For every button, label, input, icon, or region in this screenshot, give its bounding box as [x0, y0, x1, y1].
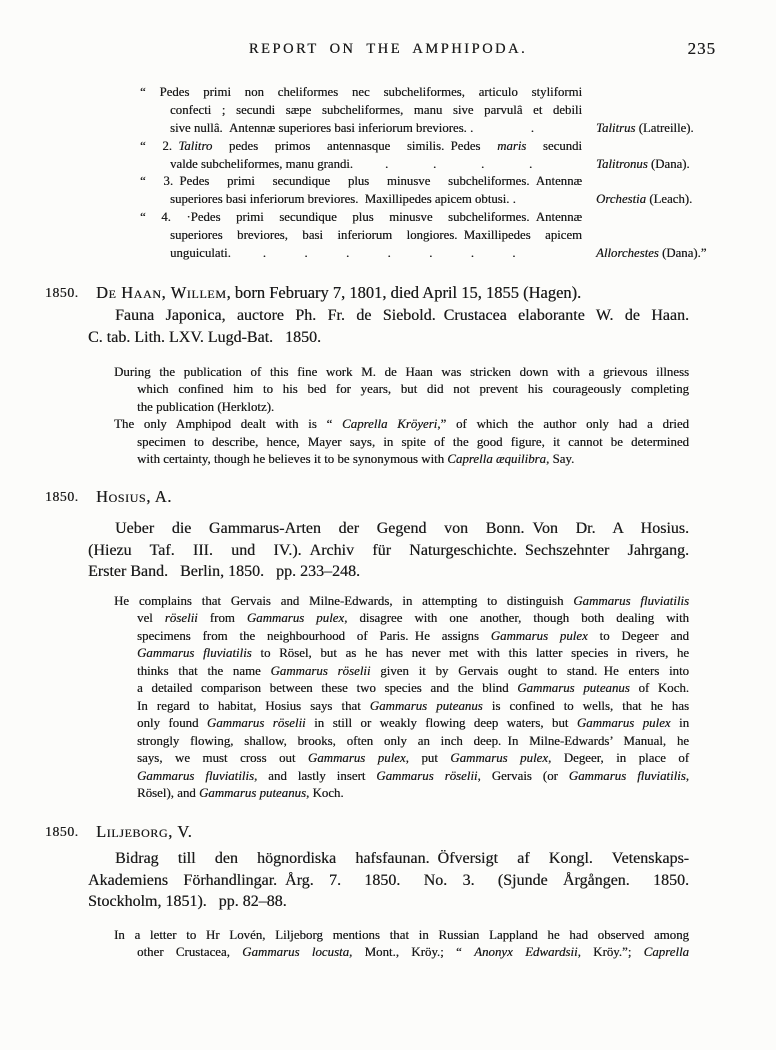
page-number: 235: [687, 39, 716, 58]
italic-text: Gammarus pulex: [307, 751, 406, 766]
note-line: [114, 927, 689, 944]
smallcaps-text: Hosius, A.: [96, 487, 172, 506]
text-run: , Gervais (or: [477, 768, 569, 783]
key-line-text: [170, 191, 582, 209]
text-run: of Koch.: [629, 681, 689, 696]
text-run: , and lastly insert: [253, 768, 377, 783]
note-line: [114, 610, 689, 627]
text-run: given it by Gervais ought to stand. He enters into: [370, 663, 689, 678]
key-line: [140, 102, 752, 120]
italic-text: maris: [497, 138, 527, 153]
italic-text: Gammarus fluviatilis: [568, 768, 686, 783]
entry-heading-hosius: [0, 487, 776, 509]
text-run: , Degeer, in place of: [547, 751, 690, 766]
text-run: says, we must cross out: [137, 751, 308, 766]
note-line: [114, 416, 689, 433]
text-run: only found: [137, 716, 207, 731]
key-line: [140, 120, 752, 138]
note-line: [114, 381, 689, 398]
note-line: [114, 399, 689, 416]
citation-dehaan: [88, 305, 689, 348]
text-run: with certainty, though he believes it to be synonymous with: [137, 452, 448, 467]
key-line: [140, 138, 752, 156]
italic-text: Talitro: [178, 138, 213, 153]
text-run: superiores basi inferiorum breviores. Maxillipedes apicem obtusi. .: [170, 192, 516, 207]
note-line: [114, 768, 689, 785]
italic-text: Talitrus: [596, 120, 636, 135]
entry-heading-dehaan: [0, 283, 776, 305]
text-run: , born February 7, 1801, died April 15, 1855 (Hagen).: [226, 283, 582, 302]
note-line: [114, 698, 689, 715]
annotation-liljeborg: [114, 927, 689, 962]
key-line: [140, 191, 752, 209]
italic-text: Gammarus puteanus: [369, 698, 483, 713]
dichotomous-key-block: [140, 84, 752, 263]
italic-text: Gammarus pulex: [246, 611, 345, 626]
note-line: [114, 593, 689, 610]
note-line: [114, 680, 689, 697]
key-line-text: [170, 102, 582, 120]
note-line: [114, 944, 689, 961]
text-run: a detailed comparison between these two species and the blind: [137, 681, 518, 696]
citation-line: [88, 870, 689, 892]
text-run: secundi: [526, 138, 582, 153]
entry-year: 1850.: [45, 489, 79, 504]
italic-text: Gammarus locusta: [242, 945, 350, 960]
entry-author: [96, 822, 192, 842]
text-run: Akademiens Förhandlingar. Årg. 7. 1850. No. 3. (Sjunde Årgången. 1850.: [88, 871, 689, 889]
text-run: (Hiezu Taf. III. und IV.). Archiv für Naturgeschichte. Sechszehnter Jahrgang.: [88, 541, 689, 559]
running-head: [0, 41, 776, 61]
citation-line: [88, 561, 689, 583]
key-line: [140, 245, 752, 263]
text-run: to Rösel, but as he has never met with this latter species in rivers, he: [251, 646, 690, 661]
text-run: During the publication of this fine work M. de Haan was stricken down with a grievous illness: [114, 365, 689, 379]
italic-text: Gammarus puteanus: [198, 785, 307, 800]
text-run: , disagree with one another, though both dealing with: [344, 611, 689, 626]
italic-text: Gammarus röselii: [270, 663, 371, 678]
italic-text: Gammarus fluviatilis: [573, 594, 689, 608]
italic-text: Caprella: [643, 945, 689, 960]
note-line: [114, 785, 689, 802]
key-line-text: [170, 245, 582, 263]
italic-text: Gammarus pulex: [576, 716, 671, 731]
text-run: “ Pedes primi non cheliformes nec subcheliformes, articulo styliformi: [140, 85, 582, 99]
key-line: [140, 84, 752, 102]
note-line: [114, 451, 689, 468]
text-run: , Mont., Kröy.; “: [349, 945, 475, 960]
text-run: (Leach).: [646, 192, 693, 207]
italic-text: Gammarus fluviatilis: [137, 768, 254, 783]
note-line: [114, 645, 689, 662]
species-label: [596, 191, 692, 209]
species-label: [596, 120, 694, 138]
key-line: [140, 173, 752, 191]
text-run: confecti ; secundi sæpe subcheliformes, manu sive parvulâ et debili: [170, 102, 582, 117]
italic-text: Gammarus pulex: [450, 751, 548, 766]
note-line: [114, 663, 689, 680]
text-run: which confined him to his bed for years, but did not prevent his courageously completing: [137, 382, 689, 397]
text-run: unguiculati. . . . . . . .: [170, 246, 516, 261]
italic-text: Gammarus röselii: [376, 768, 478, 783]
note-line: [114, 715, 689, 732]
italic-text: Talitronus: [596, 156, 648, 171]
text-run: In regard to habitat, Hosius says that: [137, 698, 370, 713]
citation-line: [88, 518, 689, 540]
text-run: He complains that Gervais and Milne-Edwards, in attempting to distinguish: [114, 594, 574, 608]
entry-year: 1850.: [45, 824, 79, 839]
smallcaps-text: Liljeborg, V.: [96, 822, 193, 841]
italic-text: Allorchestes: [596, 246, 659, 261]
text-run: strongly flowing, shallow, brooks, often only an inch deep. In Milne-Edwards’ Manual, he: [137, 733, 689, 748]
annotation-dehaan: [114, 364, 689, 469]
text-run: thinks that the name: [137, 663, 271, 678]
text-run: (Dana).: [647, 156, 690, 171]
entry-author: [96, 283, 581, 303]
key-line-text: [170, 227, 582, 245]
key-line-text: [170, 120, 582, 138]
italic-text: Orchestia: [596, 192, 646, 207]
citation-line: [88, 540, 689, 562]
species-label: [596, 245, 706, 263]
italic-text: Caprella Kröyeri: [342, 417, 438, 432]
note-line: [114, 628, 689, 645]
text-run: superiores breviores, basi inferiorum longiores. Maxillipedes apicem: [170, 228, 582, 243]
text-run: Rösel), and: [137, 785, 199, 800]
text-run: “ 3. Pedes primi secundique plus minusve subcheliformes. Antennæ: [140, 174, 582, 189]
entry-heading-liljeborg: [0, 822, 776, 844]
citation-hosius: [88, 518, 689, 583]
key-line: [140, 227, 752, 245]
text-run: in: [670, 716, 690, 731]
key-line: [140, 209, 752, 227]
text-run: “ 4. ·Pedes primi secundique plus minusve subcheliformes. Antennæ: [140, 210, 582, 225]
text-run: specimen to describe, hence, Mayer says, in spite of the good figure, it cannot be determined: [137, 434, 689, 449]
text-run: in still or weakly flowing deep waters, but: [305, 716, 577, 731]
text-run: ,” of which the author only had a dried: [437, 417, 689, 432]
text-run: , Say.: [546, 452, 575, 467]
text-run: from: [197, 611, 247, 626]
italic-text: Gammarus puteanus: [517, 681, 630, 696]
note-line: [114, 733, 689, 750]
annotation-hosius: [114, 593, 689, 802]
citation-liljeborg: [88, 848, 689, 913]
key-line: [140, 156, 752, 174]
text-run: vel: [137, 611, 165, 626]
key-line-text: [140, 173, 582, 191]
key-line-text: [140, 209, 582, 227]
text-run: pedes primos antennasque similis. Pedes: [212, 138, 498, 153]
entry-author: [96, 487, 172, 507]
italic-text: Anonyx Edwardsii: [474, 945, 578, 960]
text-run: Fauna Japonica, auctore Ph. Fr. de Siebold. Crustacea elaborante W. de Haan.: [115, 307, 689, 324]
note-line: [114, 750, 689, 767]
text-run: , Koch.: [306, 785, 344, 800]
species-label: [596, 156, 690, 174]
text-run: the publication (Herklotz).: [137, 399, 275, 414]
text-run: other Crustacea,: [137, 945, 243, 960]
text-run: Bidrag till den högnordiska hafsfaunan. Öfversigt af Kongl. Vetenskaps-: [115, 850, 689, 867]
note-line: [114, 434, 689, 451]
italic-text: Gammarus pulex: [490, 628, 588, 643]
page-header-title: REPORT ON THE AMPHIPODA.: [248, 41, 528, 57]
text-run: to Degeer and: [587, 628, 689, 643]
text-run: In a letter to Hr Lovén, Liljeborg mentions that in Russian Lappland he had observed among: [114, 928, 689, 942]
text-run: valde subcheliformes, manu grandi. . . . .: [170, 156, 533, 171]
text-run: “ 2.: [140, 138, 179, 153]
citation-line: [88, 327, 689, 349]
italic-text: Caprella æquilibra: [447, 452, 546, 467]
italic-text: Gammarus röselii: [206, 716, 306, 731]
citation-line: [88, 891, 689, 913]
text-run: C. tab. Lith. LXV. Lugd-Bat. 1850.: [88, 328, 322, 346]
citation-line: [88, 305, 689, 327]
text-run: (Dana).”: [658, 246, 707, 261]
italic-text: Gammarus fluviatilis: [137, 646, 252, 661]
text-run: specimens from the neighbourhood of Paris. He assigns: [137, 628, 491, 643]
entry-year: 1850.: [45, 285, 79, 300]
citation-line: [88, 848, 689, 870]
key-line-text: [140, 138, 582, 156]
text-run: Stockholm, 1851). pp. 82–88.: [88, 893, 287, 911]
text-run: Ueber die Gammarus-Arten der Gegend von Bonn. Von Dr. A Hosius.: [115, 520, 689, 537]
text-run: , Kröy.”;: [577, 945, 644, 960]
text-run: sive nullâ. Antennæ superiores basi inferiorum breviores. . .: [170, 120, 534, 135]
smallcaps-text: De Haan, Willem: [96, 283, 227, 302]
text-run: , put: [405, 751, 451, 766]
text-run: (Latreille).: [635, 120, 694, 135]
text-run: Erster Band. Berlin, 1850. pp. 233–248.: [88, 563, 360, 581]
text-run: ,: [685, 768, 690, 783]
italic-text: röselii: [164, 611, 198, 626]
note-line: [114, 364, 689, 381]
key-line-text: [170, 156, 582, 174]
text-run: is confined to wells, that he has: [482, 698, 689, 713]
text-run: The only Amphipod dealt with is “: [114, 417, 343, 432]
key-line-text: [140, 84, 582, 102]
